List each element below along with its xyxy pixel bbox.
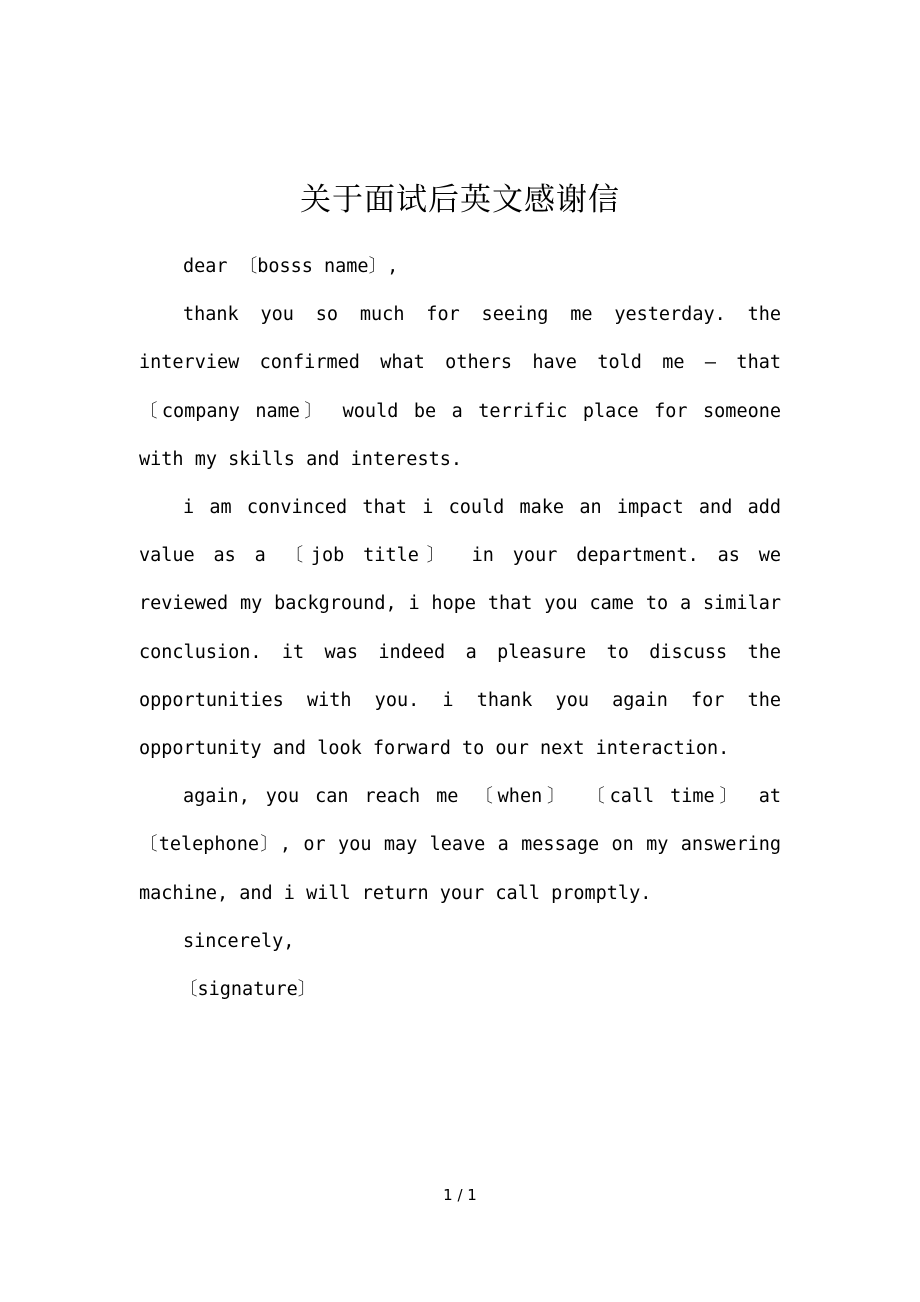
paragraph-impact: i am convinced that i could make an impact and add value as a 〔job title〕 in your department. as we reviewed my background, i hope that you came to a similar conclusion. it was indeed a pleasure to discuss the opportunities with you. i thank you again for the opportunity and look forward to our next interaction. — [139, 497, 781, 760]
salutation: dear 〔bosss name〕, — [183, 256, 399, 277]
paragraph-contact: again, you can reach me 〔when〕 〔call time〕 at 〔telephone〕, or you may leave a message on my answering machine, and i will return your call promptly. — [139, 786, 781, 904]
closing: sincerely, — [183, 930, 295, 952]
paragraph-thanks: thank you so much for seeing me yesterday. the interview confirmed what others have told me – that 〔company name〕 would be a terrific place for someone with my skills and interests. — [139, 304, 781, 470]
letter-body — [139, 243, 781, 1014]
document-title: 关于面试后英文感谢信 — [300, 182, 620, 218]
page-number: 1 / 1 — [443, 1186, 477, 1204]
signature: 〔signature〕 — [179, 979, 317, 1001]
